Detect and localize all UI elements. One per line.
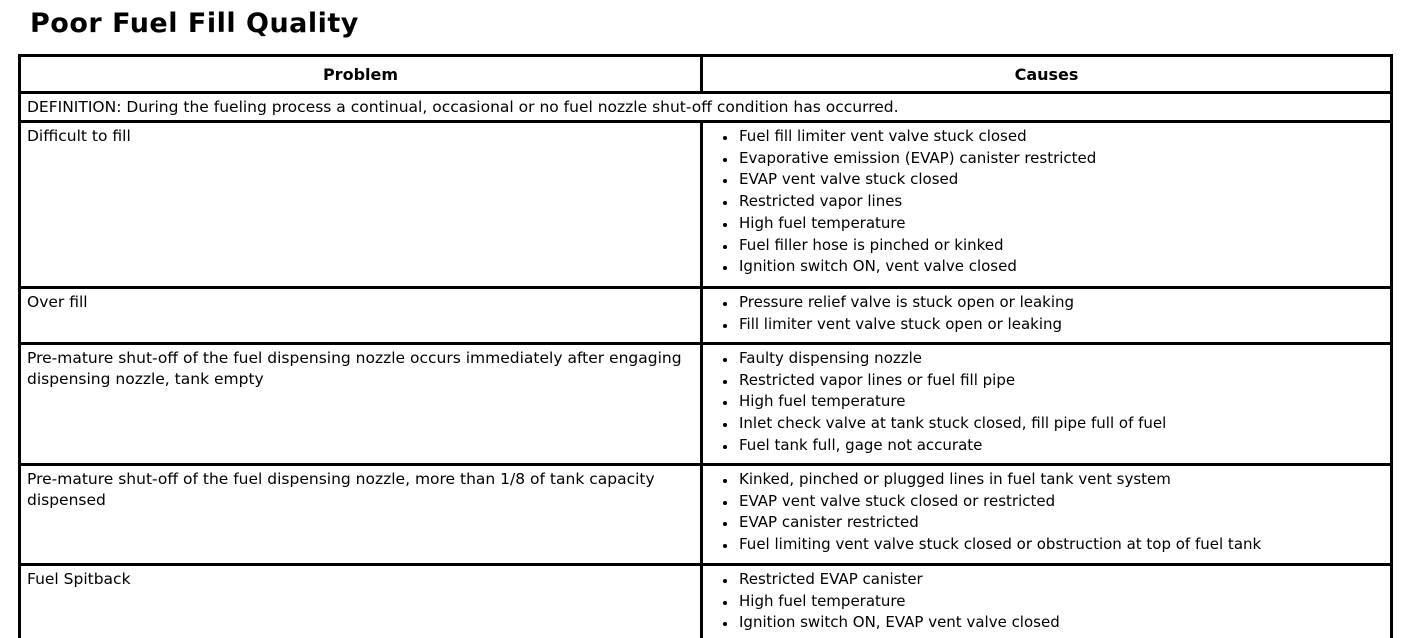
causes-cell (702, 344, 1392, 465)
cause-item: • Fuel fill limiter vent valve stuck closed (737, 126, 1386, 148)
table-header (20, 56, 1392, 93)
problem-cell: Pre-mature shut-off of the fuel dispensing nozzle occurs immediately after engaging dispensing nozzle, tank empty (20, 344, 702, 465)
cause-item: • Faulty dispensing nozzle (737, 348, 1386, 370)
causes-cell (702, 465, 1392, 565)
cause-item: • Fuel tank full, gage not accurate (737, 435, 1386, 457)
cause-item: • High fuel temperature (737, 213, 1386, 235)
cause-item: • Fuel filler hose is pinched or kinked (737, 235, 1386, 257)
cause-item: • High fuel temperature (737, 591, 1386, 613)
header-row (20, 56, 1392, 93)
cause-item: • Ignition switch ON, vent valve closed (737, 256, 1386, 278)
cause-item: • EVAP vent valve stuck closed (737, 169, 1386, 191)
causes-list (703, 292, 1386, 335)
definition-row (20, 93, 1392, 122)
cause-item: • EVAP canister restricted (737, 512, 1386, 534)
problem-causes-table (18, 54, 1393, 638)
causes-list (703, 569, 1386, 634)
cause-item: • Pressure relief valve is stuck open or leaking (737, 292, 1386, 314)
definition-text: DEFINITION: During the fueling process a continual, occasional or no fuel nozzle shut-off condition has occurred. (20, 93, 1392, 122)
cause-item: • EVAP vent valve stuck closed or restricted (737, 491, 1386, 513)
problem-cell: Difficult to fill (20, 122, 702, 288)
cause-item: • Restricted vapor lines or fuel fill pipe (737, 370, 1386, 392)
page-title: Poor Fuel Fill Quality (30, 8, 359, 39)
table-row (20, 288, 1392, 344)
causes-list (703, 348, 1386, 457)
column-header-causes: Causes (702, 56, 1392, 93)
causes-cell (702, 288, 1392, 344)
causes-list (703, 126, 1386, 278)
table-row (20, 344, 1392, 465)
cause-item: • Kinked, pinched or plugged lines in fuel tank vent system (737, 469, 1386, 491)
table-row (20, 122, 1392, 288)
cause-item: • Inlet check valve at tank stuck closed, fill pipe full of fuel (737, 413, 1386, 435)
cause-item: • Evaporative emission (EVAP) canister restricted (737, 148, 1386, 170)
cause-item: • Ignition switch ON, EVAP vent valve closed (737, 612, 1386, 634)
problem-cell: Over fill (20, 288, 702, 344)
cause-item: • Restricted vapor lines (737, 191, 1386, 213)
column-header-problem: Problem (20, 56, 702, 93)
cause-item: • High fuel temperature (737, 391, 1386, 413)
table-body (20, 93, 1392, 638)
causes-cell (702, 122, 1392, 288)
cause-item: • Fill limiter vent valve stuck open or leaking (737, 314, 1386, 336)
causes-list (703, 469, 1386, 556)
problem-cell: Pre-mature shut-off of the fuel dispensing nozzle, more than 1/8 of tank capacity dispensed (20, 465, 702, 565)
causes-cell (702, 565, 1392, 638)
problem-cell: Fuel Spitback (20, 565, 702, 638)
cause-item: • Fuel limiting vent valve stuck closed or obstruction at top of fuel tank (737, 534, 1386, 556)
table-row (20, 565, 1392, 638)
table-row (20, 465, 1392, 565)
cause-item: • Restricted EVAP canister (737, 569, 1386, 591)
